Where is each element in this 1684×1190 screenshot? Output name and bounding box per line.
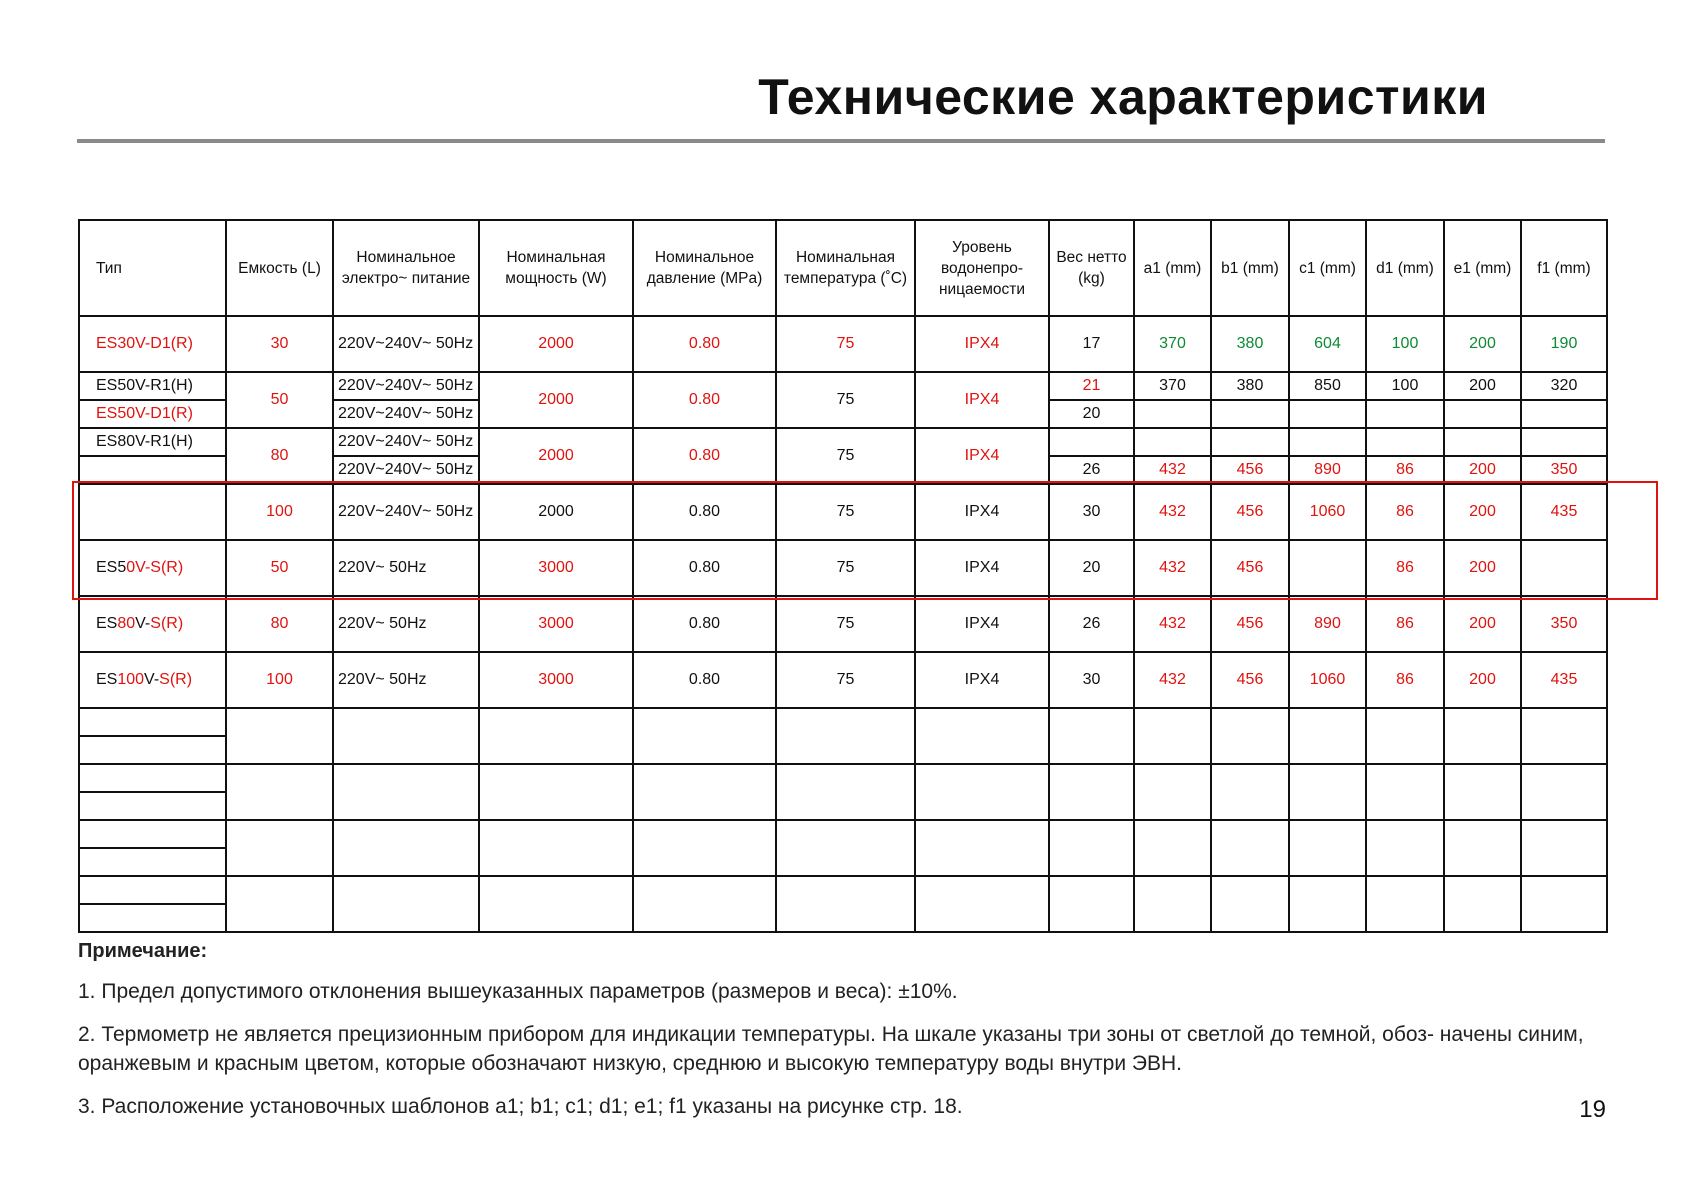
cell-protection: IPX4 [915,316,1049,372]
cell-empty [1049,820,1134,876]
cell-f1: 350 [1521,596,1607,652]
cell-e1: 200 [1444,456,1521,484]
cell-type [79,596,226,652]
cell-capacity: 50 [226,540,333,596]
cell-type [79,876,226,904]
cell-d1: 86 [1366,652,1444,708]
cell-type: ES30V-D1(R) [79,316,226,372]
cell-b1: 380 [1211,372,1289,400]
cell-capacity: 80 [226,428,333,484]
cell-empty [633,876,776,932]
cell-a1 [1134,428,1211,456]
cell-protection: IPX4 [915,540,1049,596]
cell-pressure: 0.80 [633,596,776,652]
type-prefix: ES [96,671,118,688]
cell-empty [1049,764,1134,820]
cell-empty [333,708,479,764]
cell-empty [1521,820,1607,876]
cell-empty [226,708,333,764]
cell-type [79,736,226,764]
cell-e1: 200 [1444,484,1521,540]
cell-empty [1289,876,1366,932]
header-d1: d1 (mm) [1366,220,1444,316]
cell-empty [1289,820,1366,876]
cell-empty [633,764,776,820]
header-pressure: Номинальное давление (MPa) [633,220,776,316]
cell-empty [633,708,776,764]
cell-b1: 380 [1211,316,1289,372]
cell-empty [226,764,333,820]
cell-temperature: 75 [776,316,915,372]
cell-type [79,848,226,876]
cell-c1: 1060 [1289,652,1366,708]
cell-empty [1211,820,1289,876]
cell-empty [479,876,633,932]
cell-empty [776,764,915,820]
cell-e1: 200 [1444,372,1521,400]
page-title: Технические характеристики [758,69,1488,125]
cell-e1: 200 [1444,596,1521,652]
cell-empty [915,708,1049,764]
cell-empty [1444,820,1521,876]
cell-d1: 86 [1366,484,1444,540]
cell-empty [633,820,776,876]
cell-e1: 200 [1444,316,1521,372]
cell-c1: 604 [1289,316,1366,372]
table-header-row [79,220,1607,316]
cell-type [79,708,226,736]
cell-empty [1049,876,1134,932]
cell-d1: 86 [1366,596,1444,652]
cell-a1 [1134,400,1211,428]
cell-empty [333,876,479,932]
cell-power: 2000 [479,316,633,372]
cell-power: 2000 [479,372,633,428]
cell-supply: 220V~240V~ 50Hz [333,316,479,372]
note-2: 2. Термометр не является прецизионным прибором для индикации температуры. На шкале указаны три зоны от светлой до темной, обоз- начены синим, оранжевым и красным цветом, которые обозначают низкую, среднюю и высокую температуру воды внутри ЭВН. [78,1023,1584,1075]
page-number: 19 [1579,1096,1606,1123]
cell-supply: 220V~240V~ 50Hz [333,372,479,400]
cell-protection: IPX4 [915,484,1049,540]
cell-f1 [1521,428,1607,456]
cell-weight: 21 [1049,372,1134,400]
cell-b1 [1211,400,1289,428]
cell-empty [333,820,479,876]
cell-empty [1521,708,1607,764]
type-prefix: ES5 [96,559,127,576]
cell-empty [1521,876,1607,932]
cell-empty [776,876,915,932]
header-protection: Уровень водонепро- ницаемости [915,220,1049,316]
cell-temperature: 75 [776,596,915,652]
cell-empty [1444,764,1521,820]
table-row [79,316,1607,372]
cell-e1 [1444,400,1521,428]
header-e1: e1 (mm) [1444,220,1521,316]
table-row-empty [79,708,1607,736]
cell-empty [1444,708,1521,764]
cell-weight [1049,428,1134,456]
cell-empty [1134,708,1211,764]
cell-d1 [1366,400,1444,428]
header-b1: b1 (mm) [1211,220,1289,316]
cell-empty [1134,764,1211,820]
cell-weight: 20 [1049,540,1134,596]
cell-e1: 200 [1444,652,1521,708]
cell-protection: IPX4 [915,428,1049,484]
cell-temperature: 75 [776,484,915,540]
cell-type: ES80V-R1(H) [79,428,226,456]
cell-type [79,652,226,708]
table-row [79,428,1607,456]
type-dash: V- [135,615,151,632]
cell-type [79,820,226,848]
cell-b1: 456 [1211,652,1289,708]
cell-temperature: 75 [776,428,915,484]
table-row [79,596,1607,652]
cell-empty [1211,764,1289,820]
header-a1: a1 (mm) [1134,220,1211,316]
cell-f1: 435 [1521,484,1607,540]
cell-a1: 432 [1134,540,1211,596]
type-middle: 0V- [126,559,151,576]
cell-empty [333,764,479,820]
cell-empty [226,820,333,876]
cell-supply: 220V~240V~ 50Hz [333,484,479,540]
cell-empty [1289,764,1366,820]
header-c1: c1 (mm) [1289,220,1366,316]
cell-f1: 350 [1521,456,1607,484]
cell-d1: 86 [1366,540,1444,596]
cell-f1 [1521,400,1607,428]
cell-empty [1211,876,1289,932]
cell-weight: 20 [1049,400,1134,428]
cell-protection: IPX4 [915,372,1049,428]
cell-capacity: 50 [226,372,333,428]
cell-empty [915,876,1049,932]
cell-pressure: 0.80 [633,316,776,372]
cell-capacity: 100 [226,652,333,708]
cell-type [79,456,226,484]
cell-protection: IPX4 [915,652,1049,708]
cell-weight: 17 [1049,316,1134,372]
cell-empty [1049,708,1134,764]
cell-type: ES50V-R1(H) [79,372,226,400]
type-suffix: S(R) [159,671,193,688]
cell-type [79,764,226,792]
header-capacity: Емкость (L) [226,220,333,316]
cell-capacity: 30 [226,316,333,372]
cell-b1: 456 [1211,456,1289,484]
cell-c1 [1289,428,1366,456]
cell-pressure: 0.80 [633,484,776,540]
cell-type [79,904,226,932]
header-temperature: Номинальная температура (˚C) [776,220,915,316]
cell-supply: 220V~240V~ 50Hz [333,456,479,484]
cell-empty [1366,820,1444,876]
cell-capacity: 80 [226,596,333,652]
cell-empty [479,764,633,820]
header-f1: f1 (mm) [1521,220,1607,316]
type-dash: V- [144,671,160,688]
cell-a1: 370 [1134,316,1211,372]
cell-power: 2000 [479,428,633,484]
cell-weight: 30 [1049,652,1134,708]
cell-empty [479,708,633,764]
type-suffix: S(R) [150,615,184,632]
cell-d1 [1366,428,1444,456]
header-power: Номинальная мощность (W) [479,220,633,316]
cell-b1: 456 [1211,484,1289,540]
cell-weight: 26 [1049,456,1134,484]
cell-temperature: 75 [776,652,915,708]
cell-supply: 220V~ 50Hz [333,652,479,708]
cell-empty [1366,764,1444,820]
cell-c1: 1060 [1289,484,1366,540]
type-prefix: ES [96,615,118,632]
cell-weight: 30 [1049,484,1134,540]
cell-empty [1366,876,1444,932]
cell-supply: 220V~240V~ 50Hz [333,428,479,456]
notes-section [78,940,1608,1135]
cell-f1: 435 [1521,652,1607,708]
cell-pressure: 0.80 [633,428,776,484]
cell-capacity: 100 [226,484,333,540]
cell-pressure: 0.80 [633,652,776,708]
cell-e1 [1444,428,1521,456]
cell-power: 3000 [479,652,633,708]
cell-empty [915,764,1049,820]
cell-empty [1521,764,1607,820]
table-row-empty [79,876,1607,904]
cell-a1: 370 [1134,372,1211,400]
title-rule [77,139,1605,143]
cell-d1: 100 [1366,316,1444,372]
cell-type: ES50V-D1(R) [79,400,226,428]
cell-empty [915,820,1049,876]
type-suffix: S(R) [150,559,184,576]
cell-empty [1211,708,1289,764]
cell-c1: 850 [1289,372,1366,400]
cell-c1 [1289,400,1366,428]
cell-empty [776,708,915,764]
type-middle: 80 [117,615,136,632]
cell-empty [1366,708,1444,764]
cell-b1: 456 [1211,596,1289,652]
cell-power: 3000 [479,596,633,652]
cell-b1 [1211,428,1289,456]
header-supply: Номинальное электро~ питание [333,220,479,316]
note-1: 1. Предел допустимого отклонения вышеуказанных параметров (размеров и веса): ±10%. [78,980,958,1003]
cell-power: 2000 [479,484,633,540]
table-row-empty [79,820,1607,848]
cell-empty [1134,820,1211,876]
cell-c1: 890 [1289,596,1366,652]
header-type: Тип [79,220,226,316]
table-row-empty [79,764,1607,792]
notes-heading: Примечание: [78,940,208,962]
cell-a1: 432 [1134,456,1211,484]
header-weight: Вес нетто (kg) [1049,220,1134,316]
cell-temperature: 75 [776,540,915,596]
cell-a1: 432 [1134,484,1211,540]
cell-empty [1444,876,1521,932]
cell-pressure: 0.80 [633,540,776,596]
note-3: 3. Расположение установочных шаблонов a1; b1; c1; d1; e1; f1 указаны на рисунке стр. 18. [78,1095,963,1118]
cell-supply: 220V~ 50Hz [333,596,479,652]
cell-c1: 890 [1289,456,1366,484]
cell-a1: 432 [1134,596,1211,652]
cell-f1: 190 [1521,316,1607,372]
cell-f1: 320 [1521,372,1607,400]
cell-e1: 200 [1444,540,1521,596]
type-middle: 100 [117,671,145,688]
cell-empty [776,820,915,876]
cell-supply: 220V~240V~ 50Hz [333,400,479,428]
cell-supply: 220V~ 50Hz [333,540,479,596]
cell-d1: 100 [1366,372,1444,400]
cell-d1: 86 [1366,456,1444,484]
cell-a1: 432 [1134,652,1211,708]
cell-empty [226,876,333,932]
cell-b1: 456 [1211,540,1289,596]
cell-type [79,792,226,820]
cell-empty [479,820,633,876]
cell-pressure: 0.80 [633,372,776,428]
table-row [79,372,1607,400]
cell-protection: IPX4 [915,596,1049,652]
cell-weight: 26 [1049,596,1134,652]
cell-temperature: 75 [776,372,915,428]
cell-power: 3000 [479,540,633,596]
highlight-box [72,481,1658,600]
cell-empty [1134,876,1211,932]
cell-empty [1289,708,1366,764]
table-row [79,652,1607,708]
